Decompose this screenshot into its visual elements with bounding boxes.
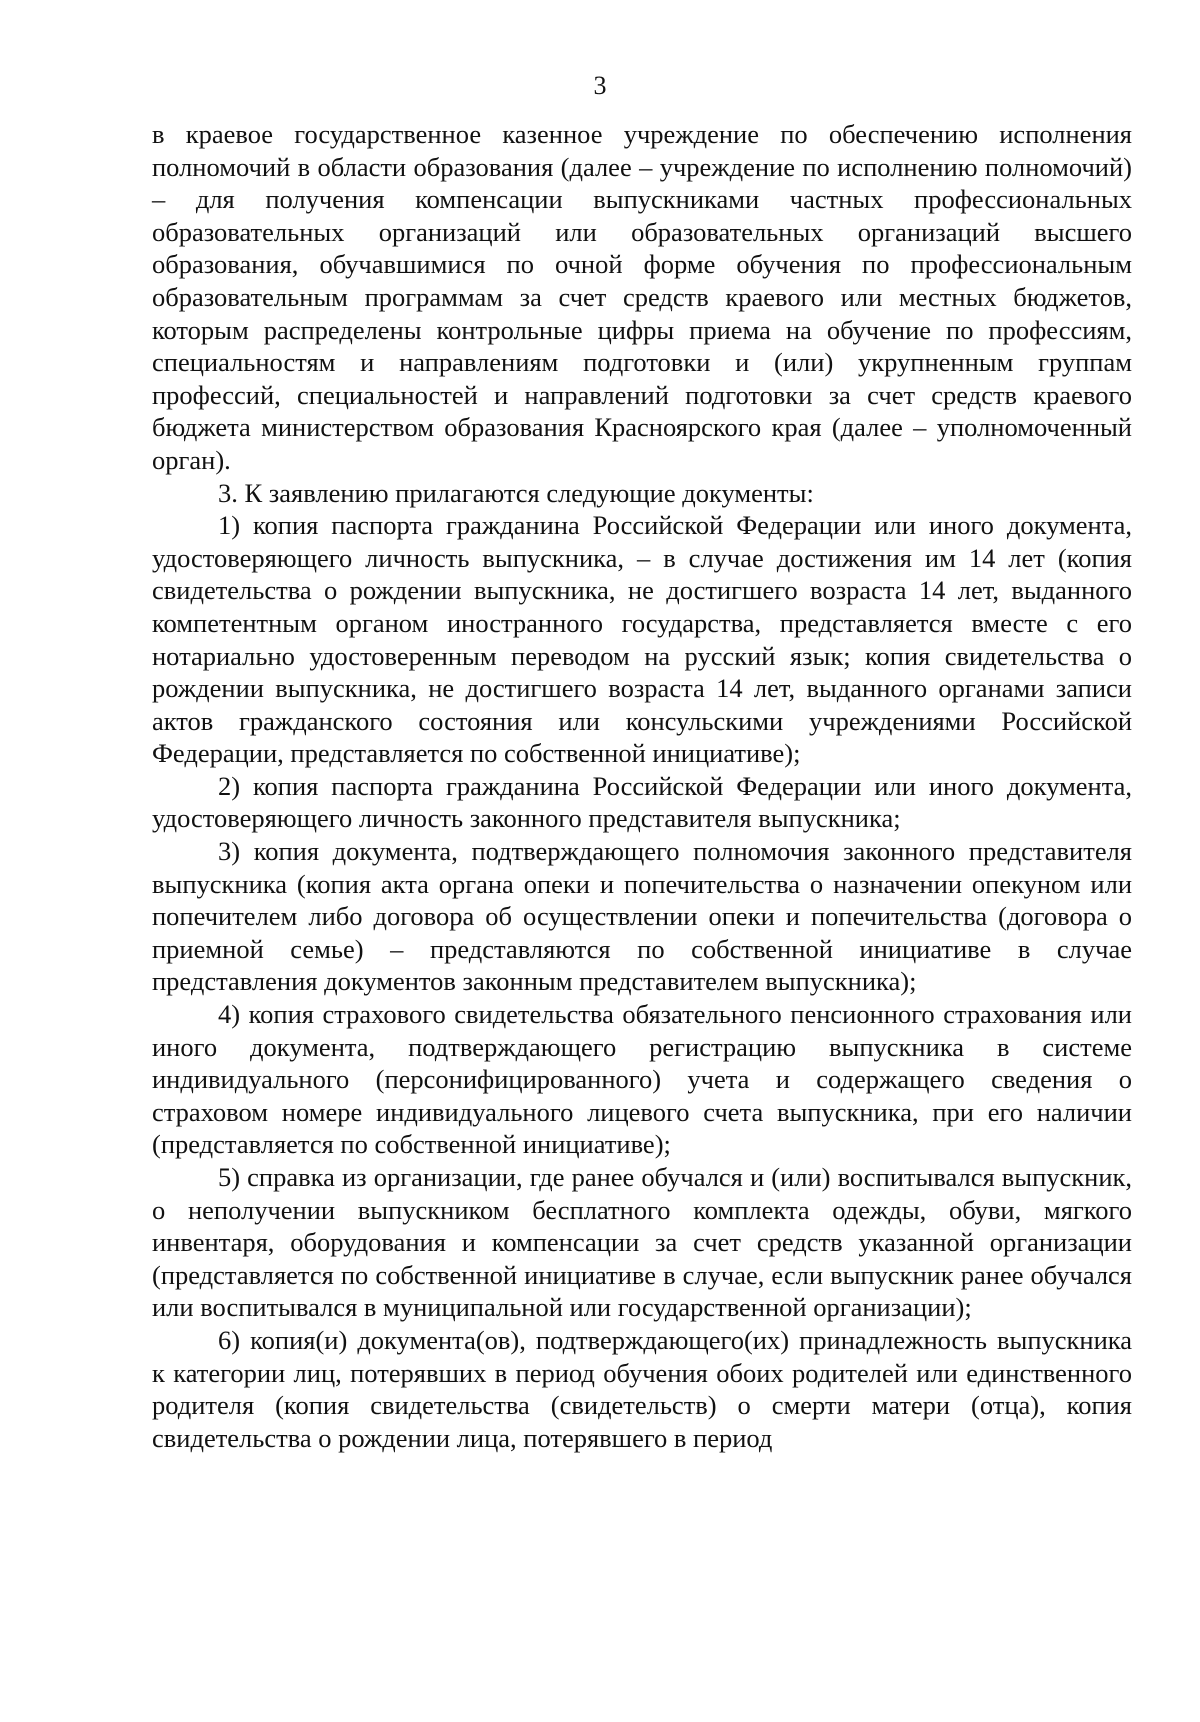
paragraph-list-item-5: 5) справка из организации, где ранее обучался и (или) воспитывался выпускник, о неполучении выпускником бесплатного комплекта одежды, обуви, мягкого инвентаря, оборудования и компенсации за счет средств указанной организации (представляется по собственной инициативе в случае, если выпускник ранее обучался или воспитывался в муниципальной или государственной организации); xyxy=(152,1162,1132,1323)
document-body xyxy=(152,118,1132,1454)
paragraph-item-3-heading: 3. К заявлению прилагаются следующие документы: xyxy=(218,477,814,508)
paragraph-list-item-6: 6) копия(и) документа(ов), подтверждающего(их) принадлежность выпускника к категории лиц, потерявших в период обучения обоих родителей или единственного родителя (копия свидетельства (свидетельств) о смерти матери (отца), копия свидетельства о рождении лица, потерявшего в период xyxy=(152,1324,1132,1453)
paragraph-list-item-3: 3) копия документа, подтверждающего полномочия законного представителя выпускника (копия акта органа опеки и попечительства о назначении опекуном или попечителем либо договора об осуществлении опеки и попечительства (договора о приемной семье) – представляются по собственной инициативе в случае представления документов законным представителем выпускника); xyxy=(152,836,1132,997)
paragraph-list-item-2: 2) копия паспорта гражданина Российской Федерации или иного документа, удостоверяющего личность законного представителя выпускника; xyxy=(152,770,1132,834)
paragraph-list-item-4: 4) копия страхового свидетельства обязательного пенсионного страхования или иного документа, подтверждающего регистрацию выпускника в системе индивидуального (персонифицированного) учета и содержащего сведения о страховом номере индивидуального лицевого счета выпускника, при его наличии (представляется по собственной инициативе); xyxy=(152,999,1132,1160)
page-number: 3 xyxy=(593,71,607,100)
paragraph-list-item-1: 1) копия паспорта гражданина Российской Федерации или иного документа, удостоверяющего личность выпускника, – в случае достижения им 14 лет (копия свидетельства о рождении выпускника, не достигшего возраста 14 лет, выданного компетентным органом иностранного государства, представляется вместе с его нотариально удостоверенным переводом на русский язык; копия свидетельства о рождении выпускника, не достигшего возраста 14 лет, выданного органами записи актов гражданского состояния или консульскими учреждениями Российской Федерации, представляется по собственной инициативе); xyxy=(152,510,1132,769)
paragraph-intro-continuation: в краевое государственное казенное учреждение по обеспечению исполнения полномочий в области образования (далее – учреждение по исполнению полномочий) – для получения компенсации выпускниками частных профессиональных образовательных организаций или образовательных организаций высшего образования, обучавшимися по очной форме обучения по профессиональным образовательным программам за счет средств краевого или местных бюджетов, которым распределены контрольные цифры приема на обучение по профессиям, специальностям и направлениям подготовки и (или) укрупненным группам профессий, специальностей и направлений подготовки за счет средств краевого бюджета министерством образования Красноярского края (далее – уполномоченный орган). xyxy=(152,119,1132,475)
